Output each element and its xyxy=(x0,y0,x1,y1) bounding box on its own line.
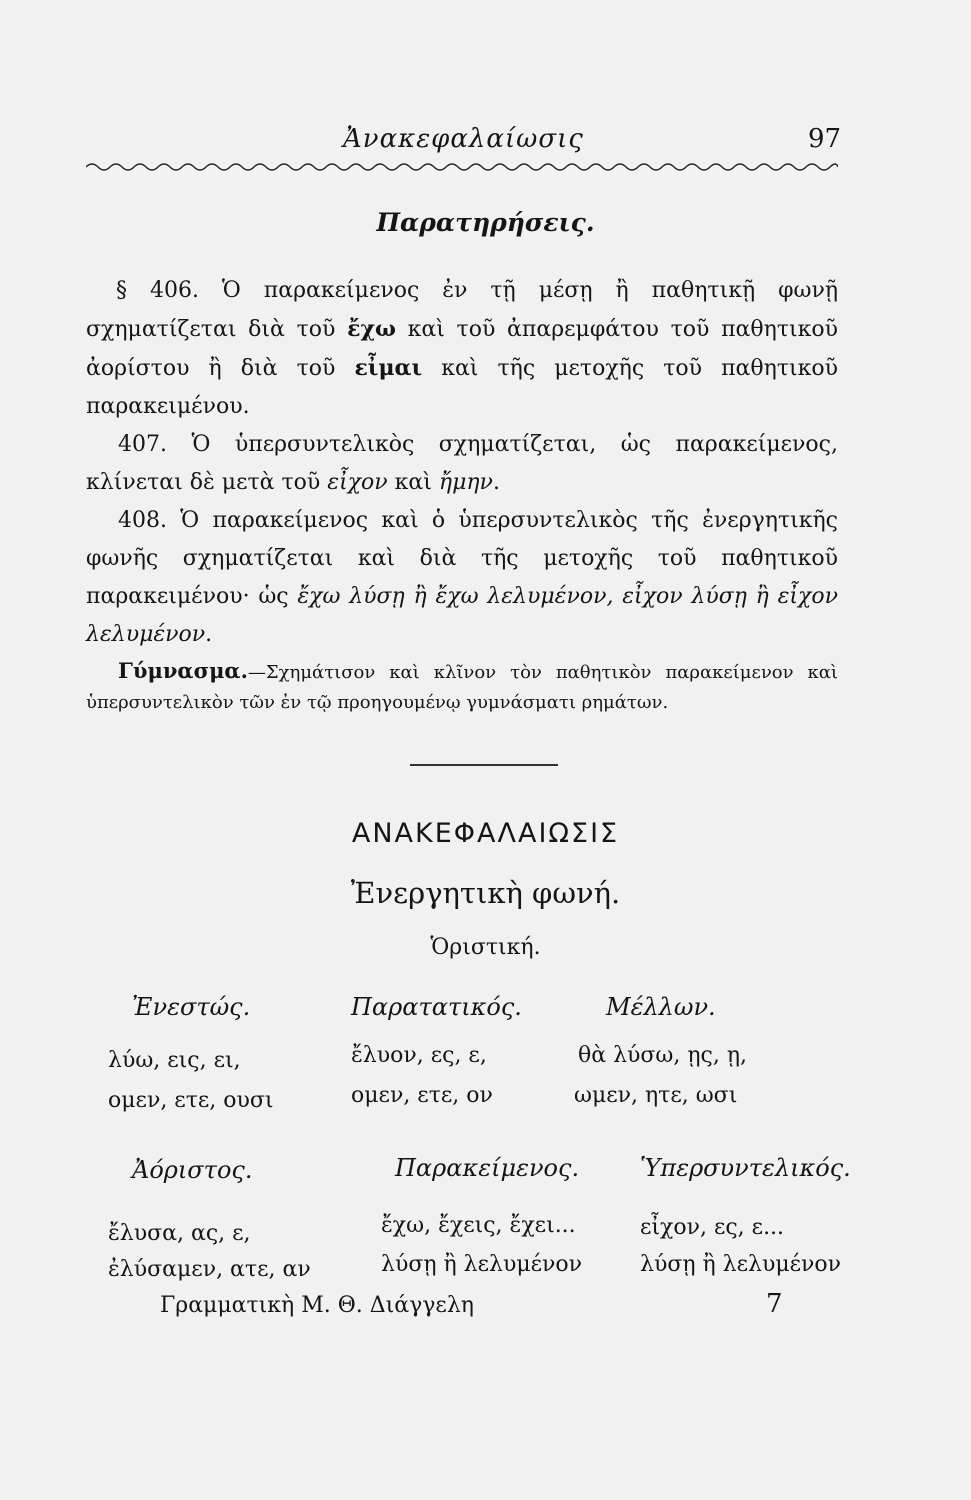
bold-term: ἔχω xyxy=(347,316,396,342)
voice-heading: Ἐνεργητικὴ φωνή. xyxy=(350,876,621,910)
summary-heading: ΑΝΑΚΕΦΑΛΑΙΩΣΙΣ xyxy=(351,818,620,849)
conjugation-cell: εἶχον, ες, ε... xyxy=(640,1215,785,1240)
conjugation-cell: ἔχω, ἔχεις, ἔχει... xyxy=(381,1213,576,1238)
mood-heading: Ὁριστική. xyxy=(430,935,541,960)
conjugation-cell: ἔλυσα, ας, ε, xyxy=(108,1221,251,1246)
tense-header: Ἀόριστος. xyxy=(132,1156,253,1184)
conjugation-cell: λύσῃ ἢ λελυμένον xyxy=(640,1252,842,1277)
exercise-label: Γύμνασμα. xyxy=(118,658,248,683)
section-title: Παρατηρήσεις. xyxy=(376,208,595,237)
wavy-rule xyxy=(86,160,838,174)
paragraph-408: 408. Ὁ παρακείμενος καὶ ὁ ὑπερσυντελικὸς τῆς ἐνεργητικῆς φωνῆς σχηματίζεται καὶ διὰ τῆς μετοχῆς τοῦ παθητικοῦ παρακειμένου· ὡς ἔχω λύσῃ ἢ ἔχω λελυμένον, εἶχον λύσῃ ἢ εἶχον λελυμένον. xyxy=(86,508,838,647)
tense-header: Παρακείμενος. xyxy=(395,1154,580,1182)
conjugation-cell: ἐλύσαμεν, ατε, αν xyxy=(108,1257,311,1282)
running-title: Ἀνακεφαλαίωσις xyxy=(343,124,584,154)
conjugation-cell: ωμεν, ητε, ωσι xyxy=(574,1083,738,1108)
section-divider xyxy=(410,764,558,766)
tense-header: Μέλλων. xyxy=(606,993,716,1021)
running-head xyxy=(0,124,971,164)
footer-book-title: Γραμματικὴ Μ. Θ. Διάγγελη xyxy=(160,1293,474,1318)
paragraph-mark: 408. xyxy=(118,508,167,533)
conjugation-cell: ομεν, ετε, ον xyxy=(351,1083,493,1108)
paragraph-406: § 406. Ὁ παρακείμενος ἐν τῇ μέσῃ ἢ παθητικῇ φωνῇ σχηματίζεται διὰ τοῦ ἔχω καὶ τοῦ ἀπαρεμφάτου τοῦ παθητικοῦ ἀορίστου ἢ διὰ τοῦ εἶμαι καὶ τῆς μετοχῆς τοῦ παθητικοῦ παρακειμένου. xyxy=(86,278,839,419)
tense-header: Παρατατικός. xyxy=(351,993,522,1021)
exercise-text: —Σχημάτισον καὶ κλῖνον τὸν παθητικὸν παρακείμενον καὶ ὑπερσυντελικὸν τῶν ἐν τῷ προηγουμένῳ γυμνάσματι ρημάτων. xyxy=(86,662,838,713)
paragraph-mark: § 406. xyxy=(116,278,199,303)
tense-header: Ὑπερσυντελικός. xyxy=(640,1154,851,1182)
page-number: 97 xyxy=(808,124,842,154)
observations-text xyxy=(86,272,838,718)
paragraph-mark: 407. xyxy=(118,432,167,457)
conjugation-cell: θὰ λύσω, ῃς, ῃ, xyxy=(578,1043,748,1068)
bold-term: εἶμαι xyxy=(354,355,423,381)
exercise-paragraph xyxy=(86,656,838,718)
conjugation-cell: λύω, εις, ει, xyxy=(108,1048,241,1073)
tense-header: Ἐνεστώς. xyxy=(132,993,251,1021)
signature-mark: 7 xyxy=(766,1289,783,1319)
conjugation-cell: ομεν, ετε, ουσι xyxy=(108,1088,274,1113)
conjugation-cell: ἔλυον, ες, ε, xyxy=(351,1043,487,1068)
conjugation-cell: λύσῃ ἢ λελυμένον xyxy=(381,1252,583,1277)
paragraph-407: 407. Ὁ ὑπερσυντελικὸς σχηματίζεται, ὡς παρακείμενος, κλίνεται δὲ μετὰ τοῦ εἶχον καὶ ἤμην. xyxy=(86,432,838,495)
